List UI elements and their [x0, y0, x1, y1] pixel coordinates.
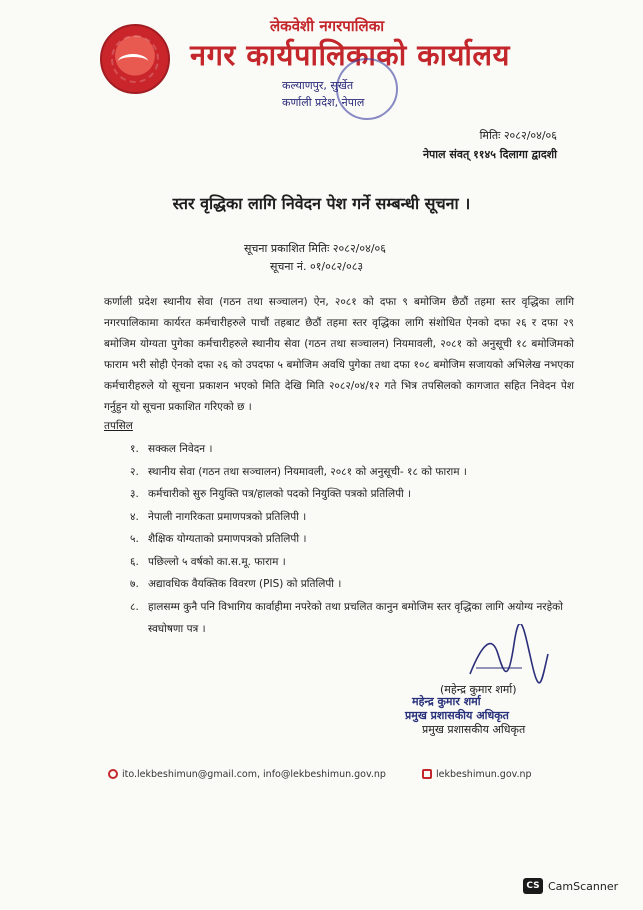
website-text[interactable]: lekbeshimun.gov.np — [436, 769, 532, 780]
address-line-1: कल्याणपुर, सुर्खेत — [282, 79, 354, 92]
list-item: ७. अद्यावधिक वैयक्तिक विवरण (PIS) को प्रतिलिपी । — [130, 578, 342, 590]
notice-subject: स्तर वृद्धिका लागि निवेदन पेश गर्ने सम्बन्धी सूचना । — [172, 194, 471, 213]
list-item: ५. शैक्षिक योग्यताको प्रमाणपत्रको प्रतिलिपी । — [130, 533, 307, 545]
footer-website — [422, 769, 532, 780]
camscanner-logo-icon: CS — [523, 878, 543, 894]
list-item: ३. कर्मचारीको सुरु नियुक्ति पत्र/हालको पदको नियुक्ति पत्रको प्रतिलिपी । — [130, 488, 412, 500]
municipality-emblem-icon — [100, 24, 170, 94]
camscanner-watermark — [523, 878, 618, 894]
notice-body: कर्णाली प्रदेश स्थानीय सेवा (गठन तथा सञ्चालन) ऐन, २०८१ को दफा ९ बमोजिम छैठौं तहमा स्तर वृद्धिका लागि नगरपालिकामा कार्यरत कर्मचारीहरुले पाचौं तहबाट छैठौं तहमा स्तर वृद्धिका लागि संशोधित ऐनको दफा २६ र दफा २९ बमोजिम योग्यता पुगेका कर्मचारीहरुले स्थानीय सेवा (गठन तथा सञ्चालन) नियमावली, २०८१ को अनुसूची १८ बमोजिमको फाराम भरी सोही ऐनको दफा २६ को उपदफा ५ बमोजिम अवधि पुगेका तथा दफा १०८ बमोजिम सजायको अभिलेख नभएका कर्मचारीहरुले यो सूचना प्रकाशन भएको मिति देखि मिति २०८२/०४/१२ गते भित्र तपसिलको कागजात सहित निवेदन पेश गर्नुहुन यो सूचना प्रकाशित गरिएको छ । — [104, 296, 574, 413]
signatory-stamp-name: महेन्द्र कुमार शर्मा — [412, 695, 481, 708]
list-item: २. स्थानीय सेवा (गठन तथा सञ्चालन) नियमावली, २०८१ को अनुसूची- १८ को फाराम । — [130, 465, 467, 478]
list-item: ६. पछिल्लो ५ वर्षको का.स.मू. फाराम । — [130, 555, 286, 568]
list-item: १. सक्कल निवेदन । — [130, 443, 213, 455]
annex-heading: तपसिल — [104, 420, 133, 432]
footer-email — [108, 769, 386, 780]
address-line-2: कर्णाली प्रदेश, नेपाल — [282, 96, 365, 109]
signatory-stamp-title: प्रमुख प्रशासकीय अधिकृत — [405, 709, 509, 722]
notice-number: सूचना नं. ०१/०८२/०८३ — [270, 260, 364, 273]
list-item: ४. नेपाली नागरिकता प्रमाणपत्रको प्रतिलिपी । — [130, 510, 307, 523]
document-list — [130, 438, 570, 641]
municipality-name: लेकवेशी नगरपालिका — [270, 17, 385, 35]
signatory-title: प्रमुख प्रशासकीय अधिकृत — [422, 723, 526, 736]
issue-date: मितिः २०८२/०४/०६ — [479, 129, 557, 142]
published-date: सूचना प्रकाशित मितिः २०८२/०४/०६ — [244, 242, 386, 255]
signatory-name: (महेन्द्र कुमार शर्मा) — [440, 683, 517, 696]
camscanner-label: CamScanner — [548, 879, 619, 893]
nepal-samvat-date: नेपाल संवत् ११४५ दिलागा द्वादशी — [422, 148, 557, 161]
globe-icon — [422, 769, 432, 779]
email-icon — [108, 769, 118, 779]
list-item: ८. हालसम्म कुनै पनि विभागिय कार्वाहीमा नपरेको तथा प्रचलित कानुन बमोजिम स्तर वृद्धिका लागि अयोग्य नरहेको स्वघोषणा पत्र । — [130, 600, 563, 635]
office-title: नगर कार्यपालिकाको कार्यालय — [190, 38, 510, 72]
email-text[interactable]: ito.lekbeshimun@gmail.com, info@lekbeshimun.gov.np — [122, 769, 386, 780]
